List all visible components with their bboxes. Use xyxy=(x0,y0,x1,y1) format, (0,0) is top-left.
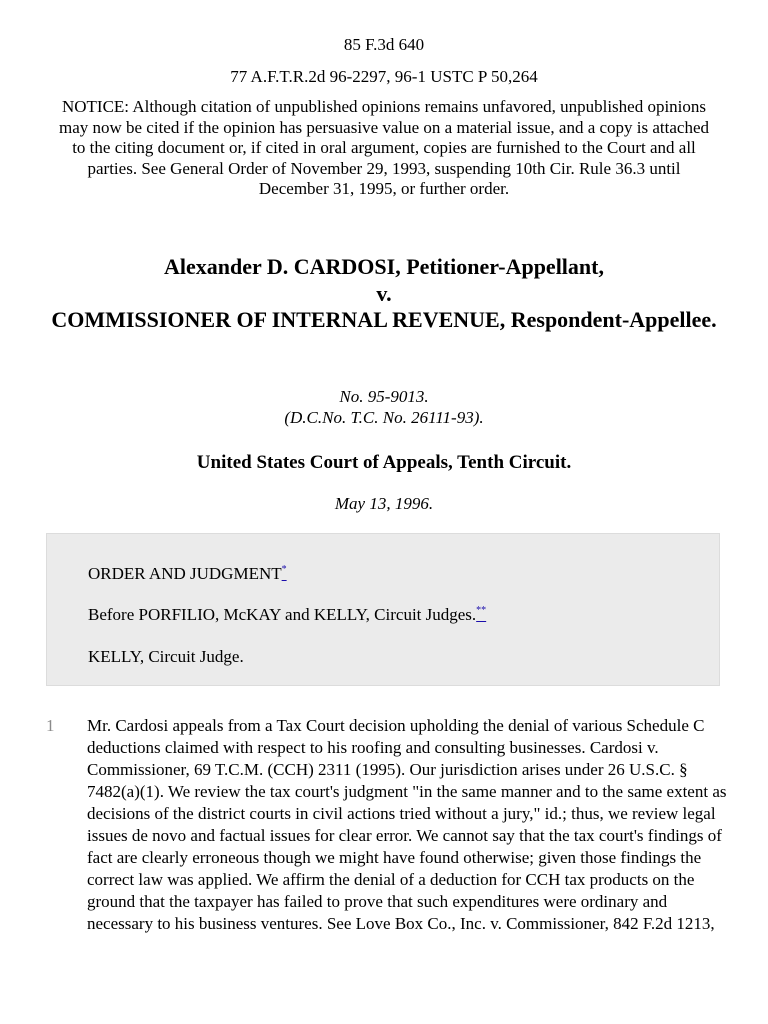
caption-respondent: COMMISSIONER OF INTERNAL REVENUE, Respondent-Appellee. xyxy=(51,307,717,332)
footnote-link-star[interactable]: * xyxy=(281,564,287,575)
panel-line xyxy=(88,604,486,626)
footnote-link-double-star[interactable]: ** xyxy=(476,605,487,616)
caption-versus: v. xyxy=(376,280,392,306)
order-title: ORDER AND JUDGMENT xyxy=(88,564,282,583)
decision-date: May 13, 1996. xyxy=(334,494,434,513)
caption-petitioner: Alexander D. CARDOSI, Petitioner-Appellant, xyxy=(164,254,604,279)
lower-court-number: (D.C.No. T.C. No. 26111-93). xyxy=(284,408,484,427)
order-title-line xyxy=(88,563,287,585)
paragraph-text: Mr. Cardosi appeals from a Tax Court decision upholding the denial of various Schedule C deductions claimed with respect to his roofing and consulting businesses. Cardosi v. Commissioner, 69 T.C.M. (CCH) 2311 (1995). Our jurisdiction arises under 26 U.S.C. § 7482(a)(1). We review the tax court's judgment "in the same manner and to the same extent as decisions of the district courts in civil actions tried without a jury," id.; thus, we review legal issues de novo and factual issues for clear error. We cannot say that the tax court's findings of fact are clearly erroneous though we might have found otherwise; given those findings the correct law was applied. We affirm the denial of a deduction for CCH tax products on the ground that the taxpayer has failed to prove that such expenditures were ordinary and necessary to his business ventures. See Love Box Co., Inc. v. Commissioner, 842 F.2d 1213, xyxy=(87,716,727,933)
docket-number: No. 95-9013. xyxy=(339,387,429,406)
notice-text: NOTICE: Although citation of unpublished opinions remains unfavored, unpublished opinions may now be cited if the opinion has persuasive value on a material issue, and a copy is attached to the citing document or, if cited in oral argument, copies are furnished to the Court and all parties. See General Order of November 29, 1993, suspending 10th Cir. Rule 36.3 until December 31, 1995, or further order. xyxy=(58,97,710,199)
paragraph-number: 1 xyxy=(46,716,55,735)
case-caption xyxy=(40,254,728,334)
citation-parallel: 77 A.F.T.R.2d 96-2297, 96-1 USTC P 50,264 xyxy=(230,67,538,86)
court-name: United States Court of Appeals, Tenth Circuit. xyxy=(196,452,572,473)
panel-judges: Before PORFILIO, McKAY and KELLY, Circuit Judges. xyxy=(88,605,477,624)
order-box xyxy=(46,533,720,686)
docket-info xyxy=(0,386,768,428)
citation-reporter: 85 F.3d 640 xyxy=(343,35,425,54)
opinion-author: KELLY, Circuit Judge. xyxy=(88,647,244,666)
